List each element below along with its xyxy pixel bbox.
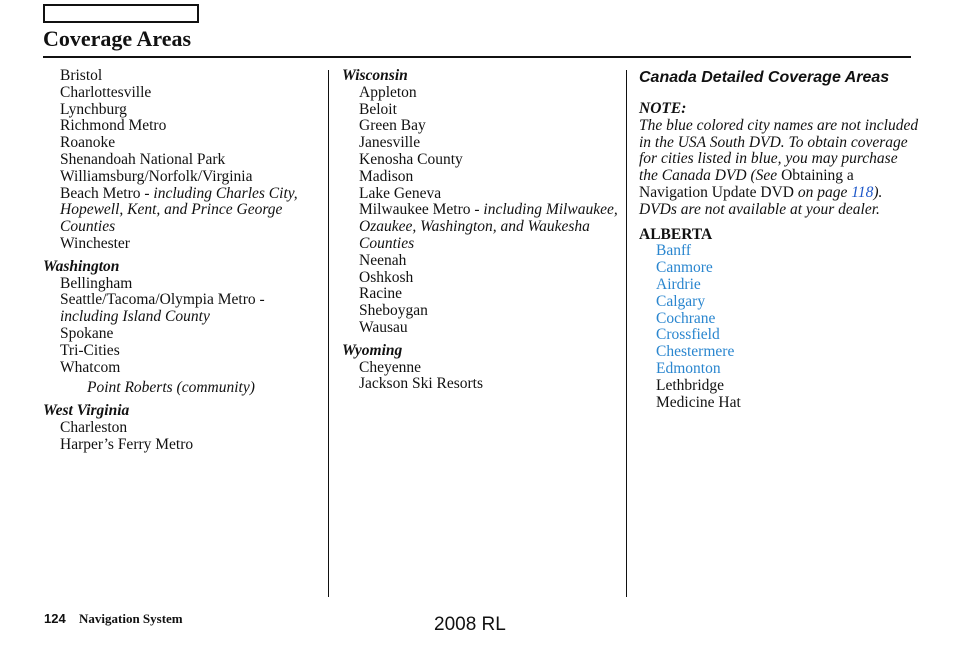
column-3 <box>639 68 919 411</box>
note-crossref-title: Obtaining a Navigation Update DVD <box>639 167 854 201</box>
city-item: Madison <box>359 167 414 185</box>
state-heading-wyoming: Wyoming <box>342 341 403 359</box>
city-item: Kenosha County <box>359 150 463 168</box>
city-item-seattle <box>43 292 325 326</box>
header-tab-box <box>43 4 199 23</box>
column-divider <box>328 70 329 597</box>
city-item: Lake Geneva <box>359 184 442 202</box>
city-item: Winchester <box>60 234 130 252</box>
state-heading-west-virginia: West Virginia <box>43 402 130 420</box>
city-item: Lethbridge <box>656 376 725 394</box>
column-1 <box>43 68 325 454</box>
city-name: Milwaukee Metro - <box>359 201 484 219</box>
city-item: Jackson Ski Resorts <box>359 375 483 393</box>
city-name: Seattle/Tacoma/Olympia Metro - <box>60 291 265 309</box>
note-text-part: on page <box>793 183 852 201</box>
city-item-blue: Canmore <box>656 259 713 277</box>
city-item: Lynchburg <box>60 100 127 118</box>
city-item-milwaukee <box>342 202 622 252</box>
province-heading-alberta: ALBERTA <box>639 225 713 243</box>
city-item: Cheyenne <box>359 358 421 376</box>
footer-section-label: Navigation System <box>79 611 183 626</box>
city-item-beach-metro <box>43 186 325 236</box>
city-item-blue: Crossfield <box>656 326 720 344</box>
page-number: 124 <box>44 611 66 626</box>
column-2 <box>342 68 622 393</box>
city-item: Wausau <box>359 318 408 336</box>
page-reference-link[interactable]: 118 <box>851 183 874 201</box>
city-item-blue: Cochrane <box>656 309 716 327</box>
city-item: Appleton <box>359 83 417 101</box>
city-note: including Charles City, Hopewell, Kent, and Prince George Counties <box>60 184 298 236</box>
column-divider <box>626 70 627 597</box>
city-item: Shenandoah National Park <box>60 150 226 168</box>
city-name: Beach Metro - <box>60 184 154 202</box>
city-item: Janesville <box>359 134 421 152</box>
city-item: Charleston <box>60 418 128 436</box>
city-note: including Island County <box>60 308 210 326</box>
city-item-blue: Edmonton <box>656 359 721 377</box>
community-item: Point Roberts (community) <box>87 379 255 397</box>
city-item: Bristol <box>60 67 103 84</box>
city-item: Beloit <box>359 100 397 118</box>
city-item-blue: Airdrie <box>656 275 701 293</box>
city-item: Bellingham <box>60 274 133 292</box>
city-item: Racine <box>359 285 403 303</box>
page-title: Coverage Areas <box>43 26 192 51</box>
city-item: Neenah <box>359 251 407 269</box>
note-text-part: The blue colored city names are not included in the USA South DVD. To obtain coverage for cities listed in blue, you may purchase the Canada DVD (See <box>639 116 919 185</box>
city-item: Richmond Metro <box>60 117 167 135</box>
section-heading-canada: Canada Detailed Coverage Areas <box>639 69 890 86</box>
city-item: Tri-Cities <box>60 341 120 359</box>
city-item-blue: Chestermere <box>656 343 735 361</box>
city-item: Harper’s Ferry Metro <box>60 435 194 453</box>
city-item: Roanoke <box>60 134 116 152</box>
city-item: Oshkosh <box>359 268 414 286</box>
city-note: including Milwaukee, Ozaukee, Washington, and Waukesha Counties <box>359 201 618 252</box>
city-item: Sheboygan <box>359 302 428 320</box>
city-item: Williamsburg/Norfolk/Virginia <box>60 167 253 185</box>
footer-model-label: 2008 RL <box>434 614 506 635</box>
state-heading-washington: Washington <box>43 257 120 275</box>
title-rule <box>43 56 911 58</box>
note-text-part: ). DVDs are not available at your dealer. <box>639 183 883 218</box>
city-item: Medicine Hat <box>656 393 741 411</box>
city-item: Whatcom <box>60 358 121 376</box>
note-label: NOTE: <box>639 100 687 117</box>
city-item: Spokane <box>60 324 114 342</box>
city-item: Green Bay <box>359 117 426 135</box>
state-heading-wisconsin: Wisconsin <box>342 67 408 84</box>
note-text <box>639 118 919 219</box>
city-item-blue: Banff <box>656 242 692 260</box>
city-item: Charlottesville <box>60 83 152 101</box>
city-item-blue: Calgary <box>656 292 706 310</box>
